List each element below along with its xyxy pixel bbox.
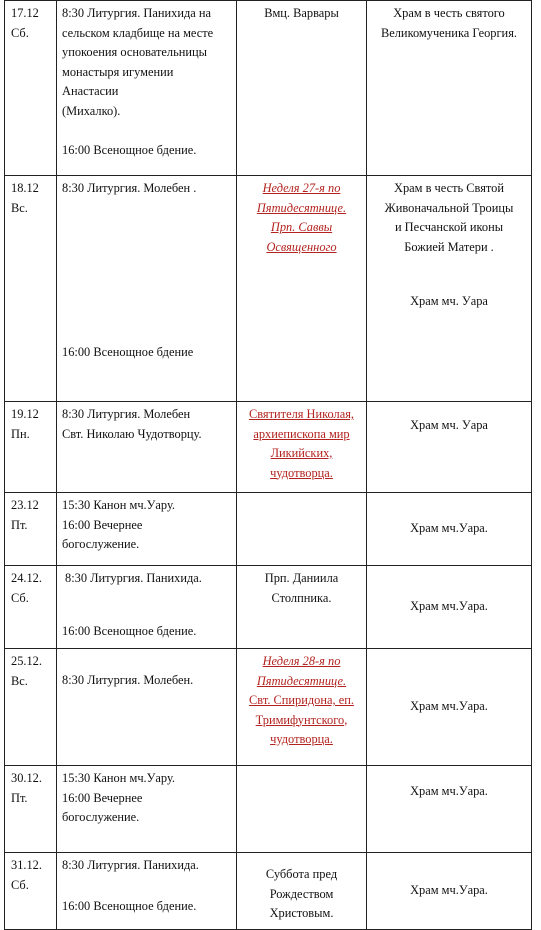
weekday: Вс. bbox=[11, 673, 28, 688]
feast-line: Столпника. bbox=[271, 590, 332, 605]
service-line: 16:00 Вечернее bbox=[62, 517, 143, 532]
service-line: упокоения основательницы bbox=[62, 45, 207, 59]
feast-line: Ликийских, bbox=[270, 446, 333, 460]
church-line: и Песчанской иконы bbox=[394, 220, 504, 234]
evening-service: 16:00 Всенощное бдение bbox=[62, 345, 194, 359]
services-cell bbox=[57, 649, 237, 766]
evening-service: 16:00 Всенощное бдение. bbox=[62, 624, 197, 638]
service-line: 15:30 Канон мч.Уару. bbox=[62, 498, 176, 512]
church-line: Храм мч. Уара bbox=[410, 293, 488, 308]
church-line: Храм в честь святого bbox=[393, 6, 505, 20]
feast-cell bbox=[237, 649, 367, 766]
date: 23.12 bbox=[11, 498, 39, 512]
evening-service: 16:00 Всенощное бдение. bbox=[62, 142, 197, 157]
church-line: Храм в честь Святой bbox=[394, 181, 504, 195]
services-cell bbox=[57, 1, 237, 176]
weekday: Пт. bbox=[11, 517, 28, 532]
date: 18.12 bbox=[11, 181, 39, 195]
weekday: Сб. bbox=[11, 590, 29, 605]
service-line: 8:30 Литургия. Молебен. bbox=[62, 673, 194, 687]
table-row bbox=[5, 853, 532, 930]
church-cell bbox=[367, 853, 532, 930]
feast-cell bbox=[237, 853, 367, 930]
service-line: 8:30 Литургия. Панихида. bbox=[65, 571, 202, 585]
service-line: Свт. Николаю Чудотворцу. bbox=[62, 426, 202, 441]
feast-line: Неделя 27-я по bbox=[262, 181, 341, 195]
date-cell bbox=[5, 766, 57, 853]
church-cell bbox=[367, 766, 532, 853]
feast-line: Тримифунтского, bbox=[255, 712, 348, 727]
table-row bbox=[5, 566, 532, 649]
feast-line: Пятидесятнице. bbox=[256, 200, 347, 215]
services-cell bbox=[57, 402, 237, 493]
feast-cell bbox=[237, 766, 367, 853]
date-cell bbox=[5, 402, 57, 493]
services-cell bbox=[57, 493, 237, 566]
feast-cell bbox=[237, 493, 367, 566]
feast-line: Прп. Саввы bbox=[270, 220, 333, 234]
date-cell bbox=[5, 649, 57, 766]
feast-line: Свт. Спиридона, еп. bbox=[249, 693, 354, 707]
evening-service: 16:00 Всенощное бдение. bbox=[62, 899, 197, 913]
weekday: Пт. bbox=[11, 790, 28, 805]
date: 30.12. bbox=[11, 771, 42, 785]
service-line: 15:30 Канон мч.Уару. bbox=[62, 771, 176, 785]
table-row bbox=[5, 176, 532, 402]
church-line: Великомученика Георгия. bbox=[380, 25, 517, 40]
service-line: Анастасии bbox=[62, 84, 119, 98]
date-cell bbox=[5, 493, 57, 566]
weekday: Вс. bbox=[11, 200, 28, 215]
feast-cell bbox=[237, 1, 367, 176]
church-line: Живоначальной Троицы bbox=[384, 200, 514, 215]
church-cell bbox=[367, 402, 532, 493]
service-line: (Михалко). bbox=[62, 103, 121, 118]
church-cell bbox=[367, 176, 532, 402]
date: 25.12. bbox=[11, 654, 42, 668]
church-line: Храм мч.Уара. bbox=[410, 521, 488, 536]
feast-line: чудотворца. bbox=[270, 465, 333, 480]
feast-line: Рождеством bbox=[269, 886, 334, 901]
feast-cell bbox=[237, 402, 367, 493]
church-cell bbox=[367, 1, 532, 176]
church-line: Храм мч.Уара. bbox=[410, 784, 488, 798]
service-line: 8:30 Литургия. Панихида на bbox=[62, 6, 211, 20]
table-row bbox=[5, 402, 532, 493]
date: 19.12 bbox=[11, 407, 39, 421]
service-line: сельском кладбище на месте bbox=[62, 25, 214, 40]
service-line: 8:30 Литургия. Молебен . bbox=[62, 181, 197, 195]
feast-line: Освященного bbox=[266, 239, 337, 254]
church-line: Храм мч.Уара. bbox=[410, 599, 488, 614]
feast-line: Пятидесятнице. bbox=[256, 673, 347, 688]
schedule-table bbox=[4, 0, 532, 930]
table-row bbox=[5, 649, 532, 766]
church-line: Храм мч.Уара. bbox=[410, 699, 488, 714]
date: 31.12. bbox=[11, 858, 42, 872]
feast-cell bbox=[237, 176, 367, 402]
date: 17.12 bbox=[11, 6, 39, 20]
table-row bbox=[5, 766, 532, 853]
weekday: Пн. bbox=[11, 426, 30, 441]
service-line: монастыря игумении bbox=[62, 64, 174, 79]
church-line: Храм мч.Уара. bbox=[410, 883, 488, 898]
date-cell bbox=[5, 566, 57, 649]
date: 24.12. bbox=[11, 571, 42, 585]
date-cell bbox=[5, 1, 57, 176]
service-line: 8:30 Литургия. Молебен bbox=[62, 407, 191, 421]
table-row bbox=[5, 1, 532, 176]
church-cell bbox=[367, 493, 532, 566]
service-line: богослужение. bbox=[62, 537, 140, 551]
feast-line: архиепископа мир bbox=[253, 426, 350, 441]
feast-line: Святителя Николая, bbox=[248, 407, 355, 421]
services-cell bbox=[57, 766, 237, 853]
services-cell bbox=[57, 176, 237, 402]
church-cell bbox=[367, 566, 532, 649]
date-cell bbox=[5, 853, 57, 930]
feast-line: чудотворца. bbox=[270, 732, 333, 746]
date-cell bbox=[5, 176, 57, 402]
church-line: Храм мч. Уара bbox=[410, 418, 488, 432]
service-line: богослужение. bbox=[62, 810, 140, 824]
service-line: 8:30 Литургия. Панихида. bbox=[62, 858, 199, 872]
feast-cell bbox=[237, 566, 367, 649]
feast-line: Неделя 28-я по bbox=[262, 654, 341, 668]
services-cell bbox=[57, 566, 237, 649]
service-line: 16:00 Вечернее bbox=[62, 790, 143, 805]
services-cell bbox=[57, 853, 237, 930]
weekday: Сб. bbox=[11, 25, 29, 40]
feast-line: Прп. Даниила bbox=[264, 571, 339, 585]
weekday: Сб. bbox=[11, 877, 29, 892]
church-cell bbox=[367, 649, 532, 766]
feast-line: Суббота пред bbox=[265, 867, 338, 881]
table-row bbox=[5, 493, 532, 566]
church-line: Божией Матери . bbox=[404, 239, 494, 254]
feast-line: Вмц. Варвары bbox=[264, 6, 339, 20]
feast-line: Христовым. bbox=[269, 906, 334, 920]
